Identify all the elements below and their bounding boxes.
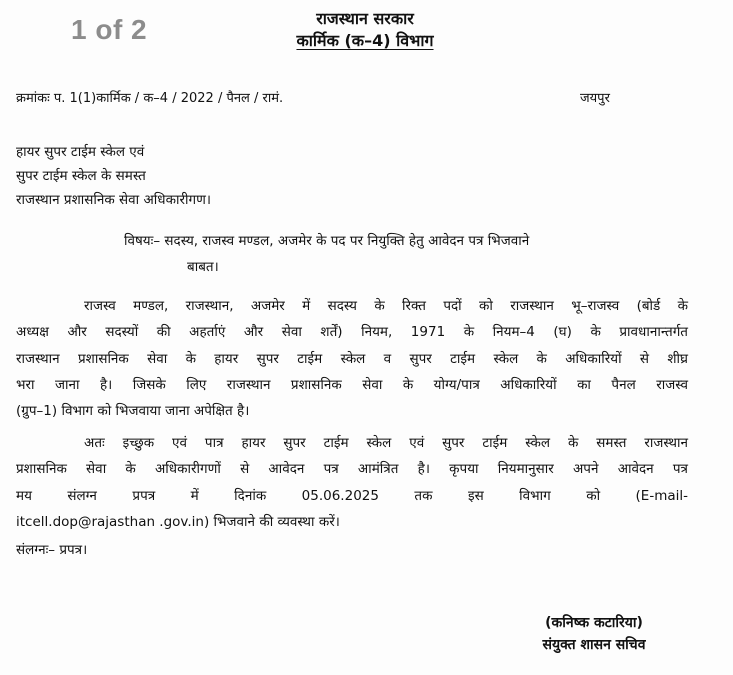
- government-name: राजस्थान सरकार: [316, 9, 414, 28]
- paragraph-line: राजस्व मण्डल, राजस्थान, अजमेर में सदस्य के रिक्त पदों को राजस्थान भू–राजस्व (बोर्ड के: [84, 298, 688, 314]
- paragraph-line: मय संलग्न प्रपत्र में दिनांक 05.06.2025 तक इस विभाग को (E-mail-: [16, 487, 688, 504]
- paragraph-line: अतः इच्छुक एवं पात्र हायर सुपर टाईम स्केल एवं सुपर टाईम स्केल के समस्त राजस्थान: [84, 435, 688, 451]
- department-name: कार्मिक (क–4) विभाग: [296, 31, 434, 50]
- signatory-name: (कनिष्क कटारिया): [545, 615, 643, 631]
- paragraph-line: itcell.dop@rajasthan .gov.in) भिजवाने की व्यवस्था करें।: [16, 513, 340, 530]
- subject-line: विषयः– सदस्य, राजस्व मण्डल, अजमेर के पद पर नियुक्ति हेतु आवेदन पत्र भिजवाने: [124, 233, 530, 249]
- addressee-line: सुपर टाईम स्केल के समस्त: [16, 168, 146, 184]
- letter-header: [250, 8, 480, 52]
- subject-line: बाबत।: [187, 259, 219, 275]
- addressee-line: राजस्थान प्रशासनिक सेवा अधिकारीगण।: [16, 192, 211, 208]
- reference-number: क्रमांकः प. 1(1)कार्मिक / क–4 / 2022 / पैनल / रामं.: [16, 91, 284, 106]
- enclosure-note: संलग्नः– प्रपत्र।: [16, 542, 88, 558]
- body-paragraph-1: [16, 293, 688, 424]
- signature-block: [518, 612, 670, 656]
- place-name: जयपुर: [580, 91, 610, 106]
- paragraph-line: भरा जाना है। जिसके लिए राजस्थान प्रशासनिक सेवा के योग्य/पात्र अधिकारियों का पैनल राजस्व: [16, 376, 688, 393]
- page-counter: 1 of 2: [71, 14, 148, 45]
- paragraph-line: प्रशासनिक सेवा के अधिकारीगणों से आवेदन पत्र आमंत्रित है। कृपया नियमानुसार अपने आवेदन पत्र: [16, 461, 688, 478]
- paragraph-line: राजस्थान प्रशासनिक सेवा के हायर सुपर टाईम स्केल व सुपर टाईम स्केल के अधिकारियों से शीघ्र: [16, 350, 688, 367]
- signatory-designation: संयुक्त शासन सचिव: [542, 637, 646, 653]
- paragraph-line: (ग्रुप–1) विभाग को भिजवाया जाना अपेक्षित है।: [16, 403, 250, 420]
- addressee-line: हायर सुपर टाईम स्केल एवं: [16, 144, 145, 160]
- paragraph-line: अध्यक्ष और सदस्यों की अहर्ताएं और सेवा शर्तें) नियम, 1971 के नियम–4 (घ) के प्रावधानान्तर्गत: [16, 324, 688, 341]
- body-paragraph-2: [16, 430, 688, 535]
- addressee-block: [16, 140, 211, 212]
- subject-block: [124, 228, 688, 280]
